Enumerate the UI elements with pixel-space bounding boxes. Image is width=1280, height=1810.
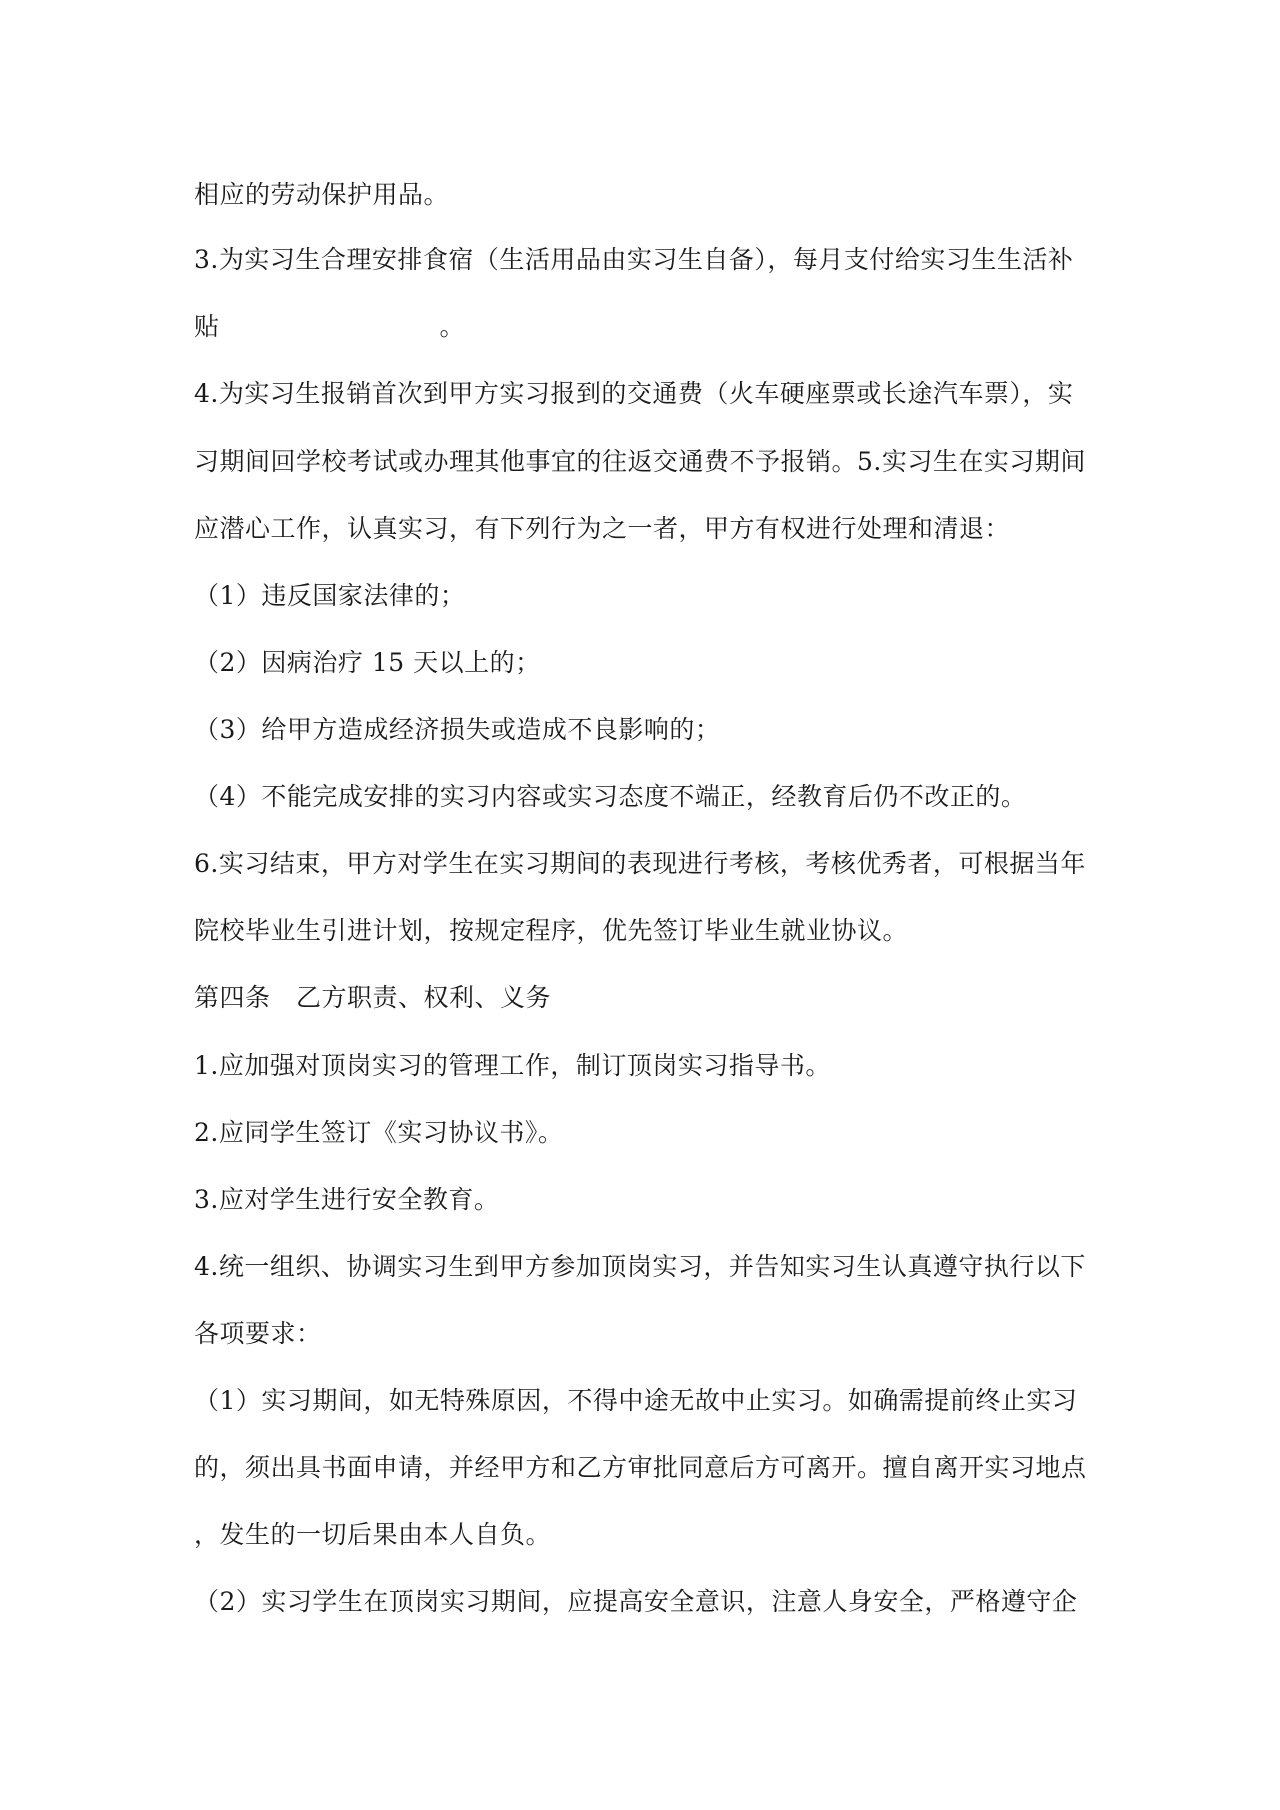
list-item: （1）实习期间，如无特殊原因，不得中途无故中止实习。如确需提前终止实习	[194, 1386, 1078, 1415]
paragraph-line: 相应的劳动保护用品。	[194, 180, 450, 209]
list-item: （3）给甲方造成经济损失或造成不良影响的；	[194, 715, 721, 744]
paragraph-line: 院校毕业生引进计划，按规定程序，优先签订毕业生就业协议。	[194, 916, 909, 945]
paragraph-line: 习期间回学校考试或办理其他事宜的往返交通费不予报销。5.实习生在实习期间	[194, 447, 1086, 476]
line-text: 。	[439, 312, 466, 341]
list-item: （2）因病治疗 15 天以上的；	[194, 648, 541, 677]
list-item: （2）实习学生在顶岗实习期间，应提高安全意识，注意人身安全，严格遵守企	[194, 1587, 1078, 1616]
paragraph-line: ，发生的一切后果由本人自负。	[194, 1520, 552, 1549]
paragraph-line: 3.应对学生进行安全教育。	[194, 1185, 500, 1214]
paragraph-line: 1.应加强对顶岗实习的管理工作，制订顶岗实习指导书。	[194, 1051, 831, 1080]
paragraph-line: 应潜心工作，认真实习，有下列行为之一者，甲方有权进行处理和清退：	[194, 514, 1011, 543]
section-heading: 第四条 乙方职责、权利、义务	[194, 983, 552, 1012]
list-item: （1）违反国家法律的；	[194, 581, 466, 610]
paragraph-line: 3.为实习生合理安排食宿（生活用品由实习生自备），每月支付给实习生生活补	[194, 245, 1074, 274]
line-text: 贴	[194, 312, 220, 341]
paragraph-line: 4.为实习生报销首次到甲方实习报到的交通费（火车硬座票或长途汽车票），实	[194, 379, 1074, 408]
paragraph-line: 6.实习结束，甲方对学生在实习期间的表现进行考核，考核优秀者，可根据当年	[194, 849, 1086, 878]
paragraph-line: 各项要求：	[194, 1319, 322, 1348]
paragraph-line: 的，须出具书面申请，并经甲方和乙方审批同意后方可离开。擅自离开实习地点	[194, 1453, 1087, 1482]
paragraph-line: 4.统一组织、协调实习生到甲方参加顶岗实习，并告知实习生认真遵守执行以下	[194, 1252, 1086, 1281]
paragraph-line	[194, 310, 465, 344]
paragraph-line: 2.应同学生签订《实习协议书》。	[194, 1118, 564, 1147]
list-item: （4）不能完成安排的实习内容或实习态度不端正，经教育后仍不改正的。	[194, 782, 1027, 811]
